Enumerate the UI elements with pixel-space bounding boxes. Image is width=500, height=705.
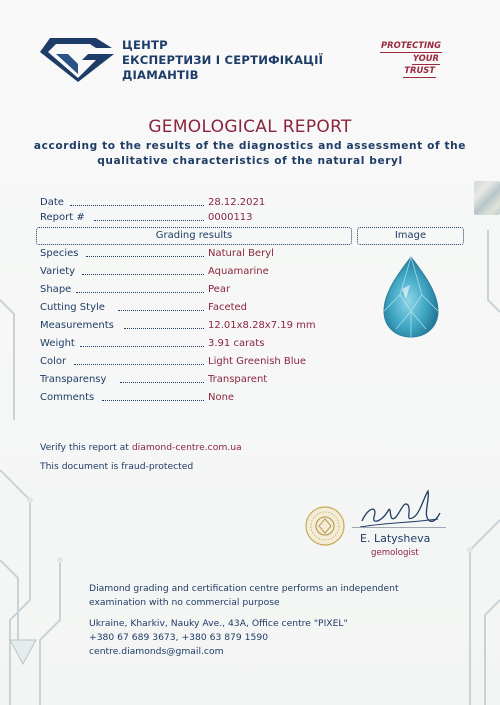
- report-number-row: [40, 210, 346, 225]
- date-label: Date: [40, 197, 64, 208]
- footer-email[interactable]: centre.diamonds@gmail.com: [89, 646, 224, 657]
- measurements-value: 12.01x8.28x7.19 mm: [208, 320, 316, 331]
- fraud-protected-text: This document is fraud-protected: [40, 461, 194, 472]
- footer-phones: +380 67 689 3673, +380 63 879 1590: [89, 632, 269, 643]
- slogan-line2: YOUR: [412, 53, 440, 66]
- signer-name: E. Latysheva: [360, 532, 431, 545]
- weight-value: 3.91 carats: [208, 338, 265, 349]
- footer-line2: examination with no commercial purpose: [89, 597, 280, 608]
- footer-address: Ukraine, Kharkiv, Nauky Ave., 43A, Office centre "PIXEL": [89, 618, 348, 629]
- variety-label: Variety: [40, 266, 76, 277]
- organization-name: [122, 38, 323, 83]
- image-header-label: Image: [394, 230, 427, 241]
- signer-role: gemologist: [371, 548, 419, 558]
- gemstone-image: [380, 255, 442, 339]
- shape-value: Pear: [208, 284, 231, 295]
- hologram-sticker: [474, 181, 500, 215]
- footer-line1: Diamond grading and certification centre performs an independent: [89, 583, 399, 594]
- shape-row: [40, 282, 346, 297]
- image-header: [357, 227, 464, 245]
- color-row: [40, 354, 346, 369]
- weight-row: [40, 336, 346, 351]
- variety-value: Aquamarine: [208, 266, 269, 277]
- date-value: 28.12.2021: [208, 197, 266, 208]
- measurements-label: Measurements: [40, 320, 114, 331]
- shape-label: Shape: [40, 284, 72, 295]
- report-subtitle: [30, 139, 470, 169]
- species-label: Species: [40, 248, 79, 259]
- slogan-line3: TRUST: [403, 65, 436, 78]
- cutting-style-row: [40, 300, 346, 315]
- report-title: GEMOLOGICAL REPORT: [148, 117, 352, 137]
- stamp-seal-icon: [305, 506, 345, 546]
- verify-text: [40, 442, 242, 453]
- signature-line: [352, 527, 446, 528]
- grading-results-header: [36, 227, 352, 245]
- date-row: [40, 195, 346, 210]
- subtitle-line1: according to the results of the diagnostics and assessment of the: [33, 140, 467, 152]
- org-name-line1: ЦЕНТР: [122, 38, 168, 52]
- transparency-row: [40, 372, 346, 387]
- subtitle-line2: qualitative characteristics of the natural beryl: [97, 155, 403, 167]
- variety-row: [40, 264, 346, 279]
- company-logo-icon: [38, 34, 120, 84]
- transparency-label: Transparensy: [40, 374, 107, 385]
- measurements-row: [40, 318, 346, 333]
- comments-value: None: [208, 392, 235, 403]
- report-number-label: Report #: [40, 212, 85, 223]
- comments-label: Comments: [40, 392, 95, 403]
- cutting-style-value: Faceted: [208, 302, 248, 313]
- transparency-value: Transparent: [208, 374, 268, 385]
- weight-label: Weight: [40, 338, 75, 349]
- species-value: Natural Beryl: [208, 248, 274, 259]
- verify-link[interactable]: diamond-centre.com.ua: [131, 442, 242, 453]
- cutting-style-label: Cutting Style: [40, 302, 105, 313]
- org-name-line2: ЕКСПЕРТИЗИ І СЕРТИФІКАЦІЇ: [122, 53, 324, 67]
- org-name-line3: ДІАМАНТІВ: [122, 68, 199, 82]
- color-value: Light Greenish Blue: [208, 356, 307, 367]
- comments-row: [40, 390, 346, 405]
- species-row: [40, 246, 346, 261]
- verify-prefix: Verify this report at: [40, 442, 132, 453]
- color-label: Color: [40, 356, 67, 367]
- report-number-value: 0000113: [208, 212, 253, 223]
- slogan: [356, 40, 452, 78]
- grading-results-label: Grading results: [155, 230, 233, 241]
- slogan-line1: PROTECTING: [380, 40, 442, 53]
